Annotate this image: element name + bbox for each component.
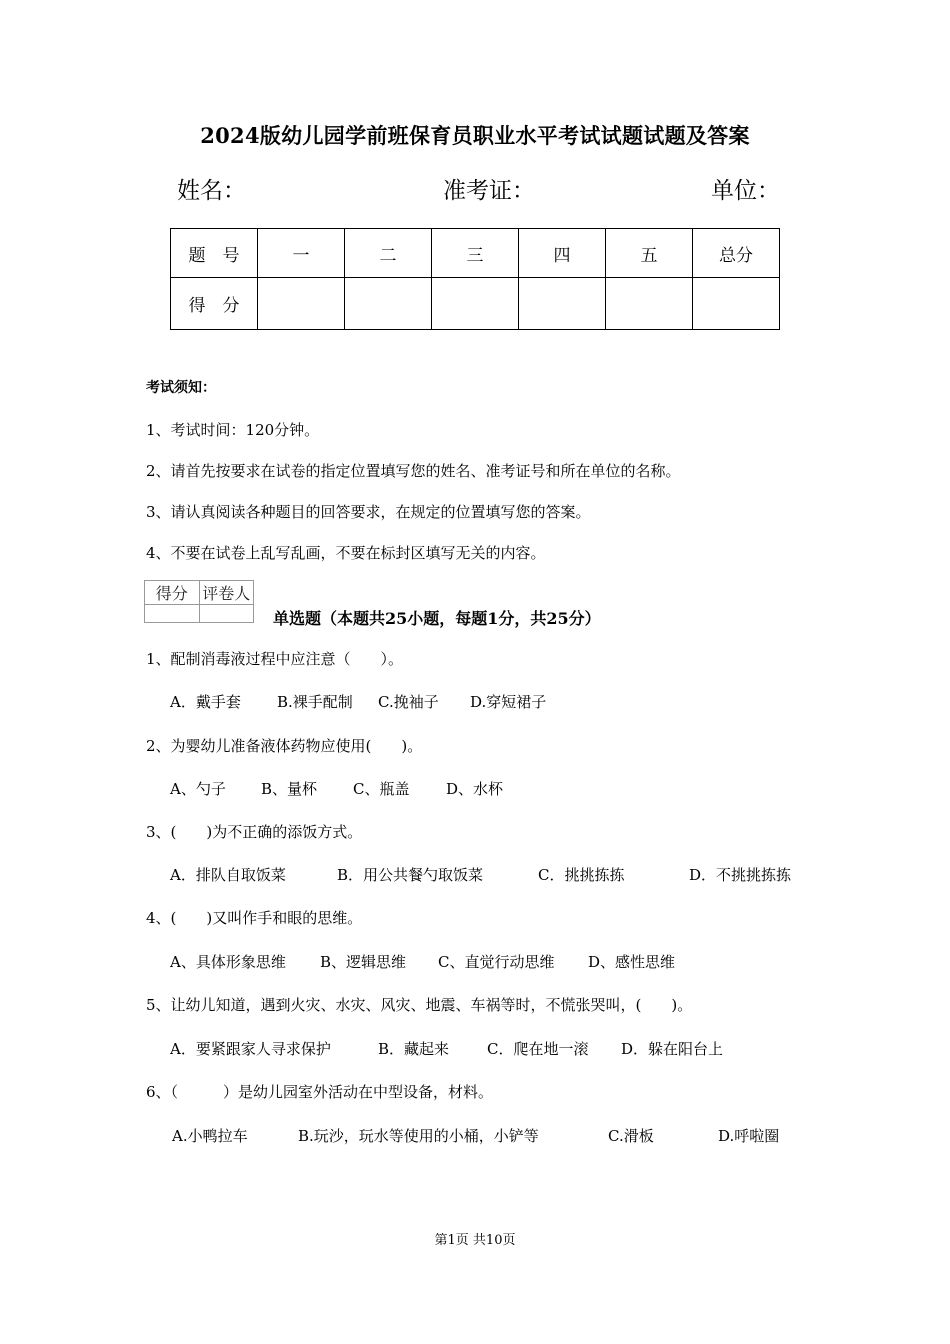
question-stem: 2、为婴幼儿准备液体药物应使用( )。: [146, 737, 423, 755]
score-row-label: 得 分: [171, 278, 258, 330]
score-cell[interactable]: [693, 278, 780, 330]
score-cell[interactable]: [345, 278, 432, 330]
score-table-score-row: [171, 278, 780, 330]
notice-item: 3、请认真阅读各种题目的回答要求，在规定的位置填写您的答案。: [146, 503, 591, 521]
question-option: B、量杯: [261, 780, 318, 798]
question-option: C．爬在地一滚: [487, 1040, 589, 1058]
question-option: D、感性思维: [588, 953, 676, 971]
question-option: D．不挑挑拣拣: [689, 866, 792, 884]
notice-item: 2、请首先按要求在试卷的指定位置填写您的姓名、准考证号和所在单位的名称。: [146, 462, 681, 480]
page-title: 2024版幼儿园学前班保育员职业水平考试试题试题及答案: [200, 123, 750, 148]
question-option: C.挽袖子: [378, 693, 439, 711]
notice-item: 4、不要在试卷上乱写乱画，不要在标封区填写无关的内容。: [146, 544, 546, 562]
question-stem: 3、( )为不正确的添饭方式。: [146, 823, 363, 841]
grader-score-label: 得分: [145, 581, 200, 605]
score-table-header-cell: 总分: [693, 229, 780, 278]
score-table-header-cell: 题 号: [171, 229, 258, 278]
score-cell[interactable]: [258, 278, 345, 330]
score-table-header-cell: 一: [258, 229, 345, 278]
question-option: D、水杯: [446, 780, 504, 798]
notice-item: 1、考试时间：120分钟。: [146, 421, 320, 439]
score-table-header-cell: 三: [432, 229, 519, 278]
score-cell[interactable]: [432, 278, 519, 330]
score-table-header-row: [171, 229, 780, 278]
question-option: A、具体形象思维: [170, 953, 286, 971]
question-option: B、逻辑思维: [320, 953, 407, 971]
score-cell[interactable]: [519, 278, 606, 330]
question-option: B．藏起来: [378, 1040, 450, 1058]
question-option: D.穿短裙子: [470, 693, 547, 711]
grader-reviewer-cell[interactable]: [199, 605, 254, 623]
question-option: C．挑挑拣拣: [538, 866, 625, 884]
question-stem: 5、让幼儿知道，遇到火灾、水灾、风灾、地震、车祸等时，不慌张哭叫，( )。: [146, 996, 693, 1014]
question-option: D．躲在阳台上: [621, 1040, 724, 1058]
question-option: B．用公共餐勺取饭菜: [337, 866, 484, 884]
section-title: 单选题（本题共25小题，每题1分，共25分）: [273, 609, 601, 628]
score-table-header-cell: 五: [606, 229, 693, 278]
question-stem: 6、（ ）是幼儿园室外活动在中型设备，材料。: [146, 1083, 494, 1101]
name-field-label: 姓名：: [177, 178, 246, 204]
grader-reviewer-label: 评卷人: [199, 581, 254, 605]
notice-heading: 考试须知：: [146, 380, 216, 396]
page-footer: 第1页 共10页: [434, 1233, 516, 1248]
question-option: A．戴手套: [170, 693, 241, 711]
question-stem: 4、( )又叫作手和眼的思维。: [146, 909, 363, 927]
question-option: D.呼啦圈: [718, 1127, 780, 1145]
unit-field-label: 单位：: [711, 178, 780, 204]
question-option: C、直觉行动思维: [438, 953, 555, 971]
grader-box: [144, 580, 254, 623]
question-option: A.小鸭拉车: [172, 1127, 248, 1145]
question-option: A、勺子: [170, 780, 226, 798]
grader-score-cell[interactable]: [145, 605, 200, 623]
question-option: A．排队自取饭菜: [170, 866, 286, 884]
question-stem: 1、配制消毒液过程中应注意（ ）。: [146, 650, 404, 668]
score-table-header-cell: 四: [519, 229, 606, 278]
question-option: C.滑板: [608, 1127, 654, 1145]
score-cell[interactable]: [606, 278, 693, 330]
question-option: C、瓶盖: [353, 780, 410, 798]
score-table: [170, 228, 780, 330]
question-option: A．要紧跟家人寻求保护: [170, 1040, 331, 1058]
question-option: B.玩沙，玩水等使用的小桶，小铲等: [298, 1127, 539, 1145]
question-option: B.裸手配制: [277, 693, 353, 711]
exam-number-field-label: 准考证：: [443, 178, 535, 204]
score-table-header-cell: 二: [345, 229, 432, 278]
